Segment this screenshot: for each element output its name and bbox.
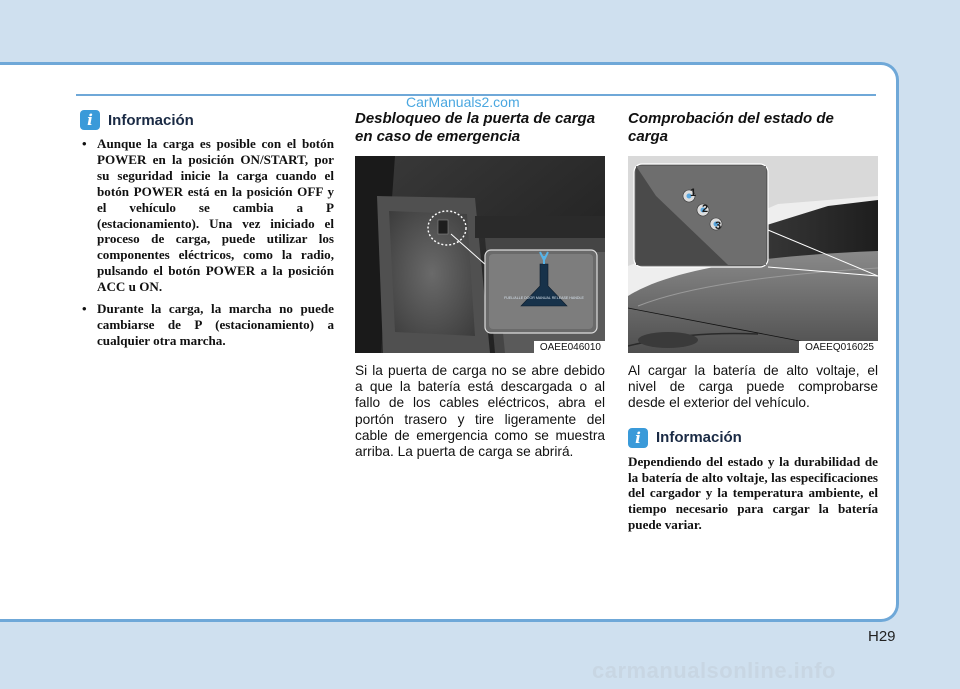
callout-2: 2 <box>702 203 709 215</box>
list-item: • Durante la carga, la marcha no puede cambiarse de P (estacionamiento) a cualquier otra marcha. <box>80 301 334 349</box>
right-column <box>628 110 878 533</box>
info-icon: i <box>628 428 648 448</box>
section-heading-charge-status: Comprobación del estado de carga <box>628 110 834 145</box>
header-watermark[interactable]: CarManuals2.com <box>406 94 520 110</box>
release-tag-text: FUEL/ALLE DOOR MANUAL RELEASE HANDLE <box>504 296 584 300</box>
figure-caption: OAEE046010 <box>534 341 605 353</box>
info-bullet-list <box>80 136 334 349</box>
trunk-figure <box>355 156 605 353</box>
charge-indicator-figure <box>628 156 878 353</box>
trunk-illustration <box>355 156 605 353</box>
info-box-title <box>80 110 334 130</box>
info-body-text: Dependiendo del estado y la durabilidad de la batería de alto voltaje, las especificaciones del cargador y la temperatura ambiente, el tiempo necesario para cargar la batería puede variar. <box>628 453 878 533</box>
page-number: H29 <box>868 628 896 645</box>
section-heading-emergency-release: Desbloqueo de la puerta de carga en caso de emergencia <box>355 110 596 145</box>
callout-1: 1 <box>690 187 697 199</box>
info-title: Información <box>656 429 742 447</box>
footer-watermark[interactable]: carmanualsonline.info <box>592 658 836 683</box>
info-icon: i <box>80 110 100 130</box>
car-dashboard-illustration <box>628 156 878 353</box>
figure-caption: OAEEQ016025 <box>799 341 878 353</box>
info-title: Información <box>108 111 194 129</box>
callout-3: 3 <box>715 220 722 232</box>
left-column <box>80 110 334 355</box>
list-item: • Aunque la carga es posible con el botón POWER en la posición ON/START, por su seguridad inicie la carga cuando el botón POWER está en la posición OFF y el vehículo se cambia a P (estacionamiento). Una vez iniciado el proceso de carga, puede utilizar los componentes eléctricos, como la radio, pulsando el botón POWER a la posición ACC u ON. <box>80 136 334 295</box>
info-box-title <box>628 428 878 448</box>
charge-status-text: Al cargar la batería de alto voltaje, el nivel de carga puede comprobarse desde el exterior del vehículo. <box>628 363 878 411</box>
middle-column <box>355 110 605 460</box>
emergency-release-text: Si la puerta de carga no se abre debido a que la batería está descargada o al fallo de los cables eléctricos, abra el portón trasero y tire ligeramente del cable de emergencia como se muestra arriba. La puerta de carga se abrirá. <box>355 363 605 460</box>
